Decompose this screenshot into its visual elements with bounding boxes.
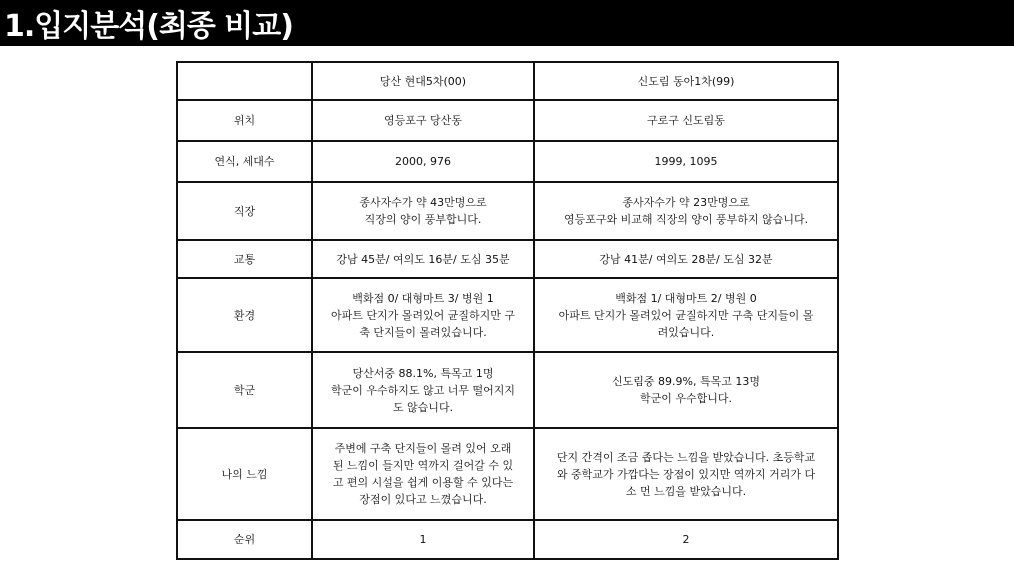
table-header-row xyxy=(177,62,838,100)
cell-sindorim: 1999, 1095 xyxy=(534,141,838,182)
cell-sindorim: 단지 간격이 조금 좁다는 느낌을 받았습니다. 초등학교 와 중학교가 가깝다는 장점이 있지만 역까지 거리가 다 소 먼 느낌을 받았습니다. xyxy=(534,428,838,520)
cell-sindorim: 구로구 신도림동 xyxy=(534,100,838,141)
cell-dangsan: 당산서중 88.1%, 특목고 1명 학군이 우수하지도 않고 너무 떨어지지 도 않습니다. xyxy=(312,352,534,428)
cell-dangsan: 주변에 구축 단지들이 몰려 있어 오래 된 느낌이 들지만 역까지 걸어갈 수 있 고 편의 시설을 쉽게 이용할 수 있다는 장점이 있다고 느꼈습니다. xyxy=(312,428,534,520)
cell-dangsan: 종사자수가 약 43만명으로 직장의 양이 풍부합니다. xyxy=(312,182,534,240)
header-cell-empty xyxy=(177,62,312,100)
table-row-year-households xyxy=(177,141,838,182)
cell-sindorim: 종사자수가 약 23만명으로 영등포구와 비교해 직장의 양이 풍부하지 않습니다. xyxy=(534,182,838,240)
cell-dangsan: 강남 45분/ 여의도 16분/ 도심 35분 xyxy=(312,240,534,278)
table-row-jobs xyxy=(177,182,838,240)
cell-sindorim: 신도림중 89.9%, 특목고 13명 학군이 우수합니다. xyxy=(534,352,838,428)
page-title: 1.입지분석(최종 비교) xyxy=(0,0,1014,46)
header-cell-dangsan: 당산 현대5차(00) xyxy=(312,62,534,100)
table-row-transport xyxy=(177,240,838,278)
cell-sindorim: 강남 41분/ 여의도 28분/ 도심 32분 xyxy=(534,240,838,278)
cell-sindorim: 백화점 1/ 대형마트 2/ 병원 0 아파트 단지가 몰려있어 균질하지만 구축 단지들이 몰 려있습니다. xyxy=(534,278,838,352)
cell-dangsan: 1 xyxy=(312,520,534,559)
cell-dangsan: 2000, 976 xyxy=(312,141,534,182)
row-label: 나의 느낌 xyxy=(177,428,312,520)
cell-dangsan: 영등포구 당산동 xyxy=(312,100,534,141)
header-cell-sindorim: 신도림 동아1차(99) xyxy=(534,62,838,100)
cell-dangsan: 백화점 0/ 대형마트 3/ 병원 1 아파트 단지가 몰려있어 균질하지만 구 축 단지들이 몰려있습니다. xyxy=(312,278,534,352)
row-label: 직장 xyxy=(177,182,312,240)
table-row-school-district xyxy=(177,352,838,428)
table-row-environment xyxy=(177,278,838,352)
table-row-rank xyxy=(177,520,838,559)
row-label: 교통 xyxy=(177,240,312,278)
comparison-table xyxy=(176,61,839,560)
row-label: 학군 xyxy=(177,352,312,428)
row-label: 순위 xyxy=(177,520,312,559)
table-row-location xyxy=(177,100,838,141)
row-label: 연식, 세대수 xyxy=(177,141,312,182)
row-label: 환경 xyxy=(177,278,312,352)
table-row-impression xyxy=(177,428,838,520)
row-label: 위치 xyxy=(177,100,312,141)
cell-sindorim: 2 xyxy=(534,520,838,559)
